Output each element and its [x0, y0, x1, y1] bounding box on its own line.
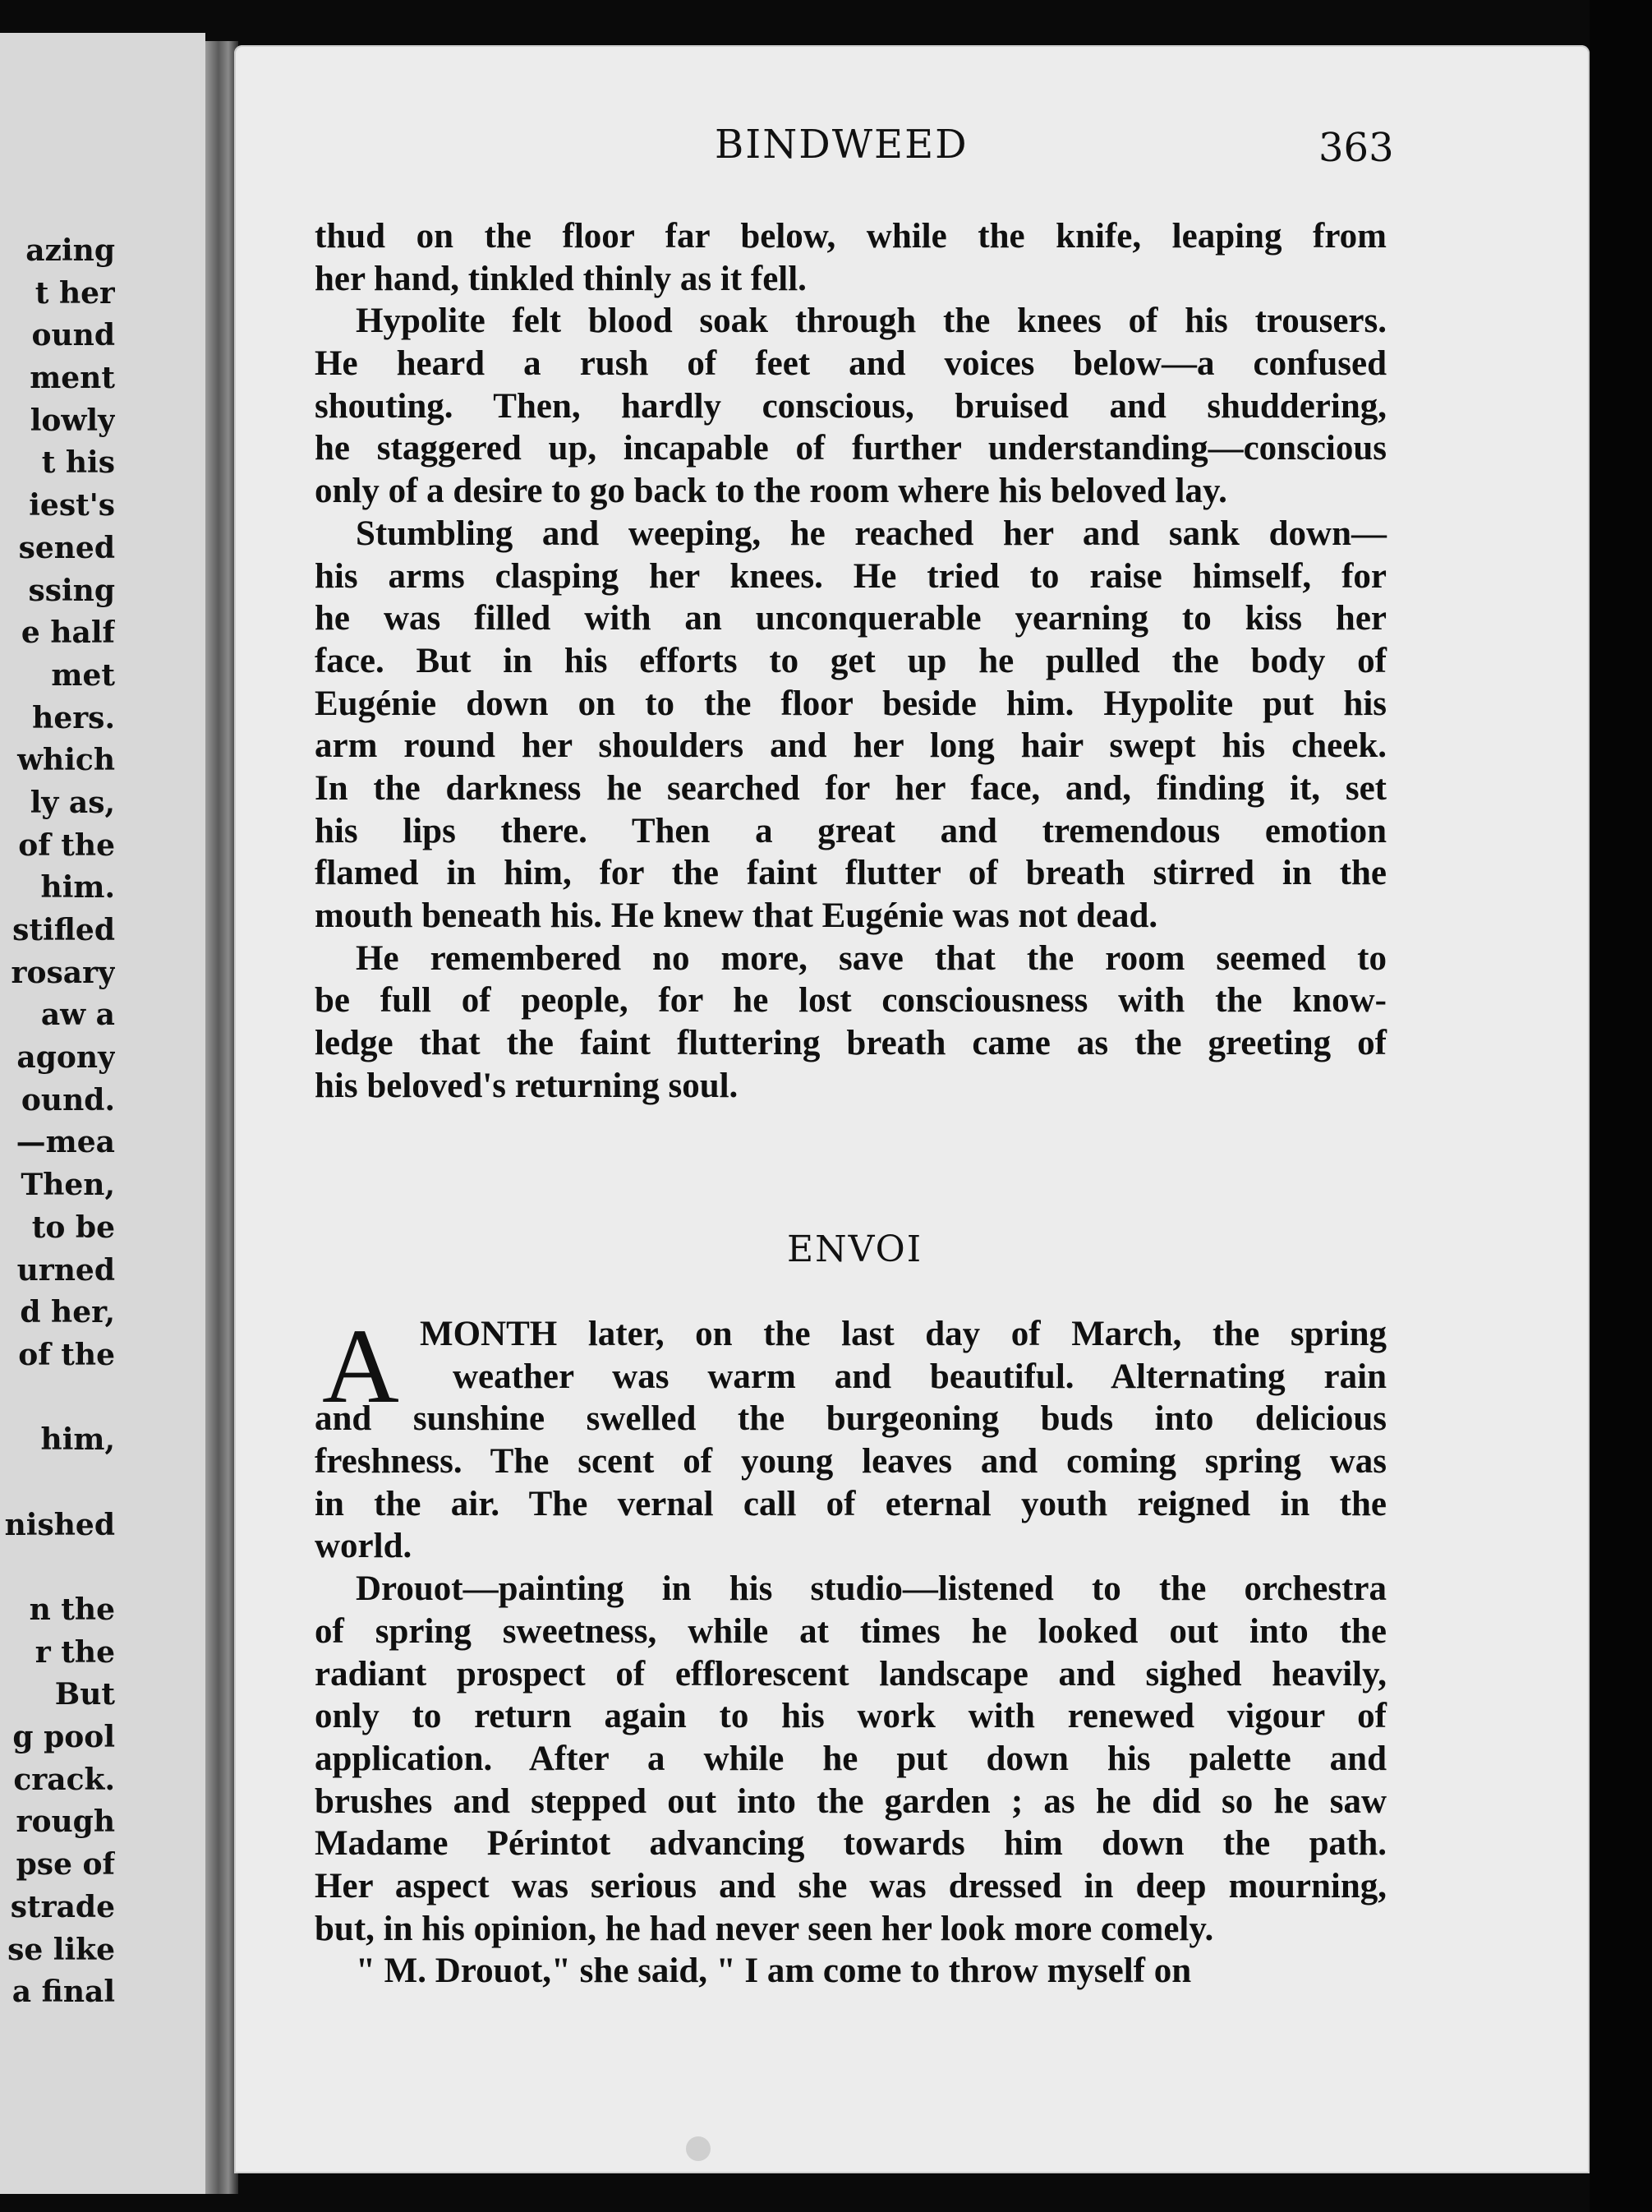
- left-fragment-line: which: [17, 743, 115, 778]
- left-fragment-line: of the: [18, 827, 115, 863]
- left-fragment-line: ment: [30, 361, 115, 396]
- left-fragment-line: se like: [7, 1932, 115, 1967]
- left-fragment-line: strade: [10, 1889, 115, 1924]
- left-fragment-line: sened: [18, 530, 115, 565]
- left-fragment-line: lowly: [30, 403, 115, 438]
- left-fragment-line: [0, 1377, 115, 1420]
- text-line: Stumbling and weeping, he reached her and sank down—: [356, 514, 1387, 553]
- text-line: radiant prospect of efflorescent landscape and sighed heavily,: [315, 1654, 1387, 1694]
- left-fragment-line: d her,: [20, 1295, 115, 1330]
- text-line: In the darkness he searched for her face, and, finding it, set: [315, 768, 1387, 808]
- left-fragment-line: r the: [35, 1634, 115, 1670]
- page-number: 363: [1318, 125, 1394, 171]
- left-page-text-fragments: [0, 230, 115, 2014]
- left-fragment-line: nished: [4, 1507, 115, 1542]
- text-line: he staggered up, incapable of further understanding—conscious: [315, 429, 1387, 468]
- left-fragment-line: Then,: [21, 1168, 115, 1203]
- left-fragment-line: [0, 1462, 115, 1505]
- left-fragment-line: But: [54, 1677, 115, 1712]
- left-fragment-line: g pool: [12, 1720, 115, 1755]
- text-line: her hand, tinkled thinly as it fell.: [315, 259, 807, 298]
- left-fragment-line: pse of: [16, 1847, 115, 1883]
- text-line: his arms clasping her knees. He tried to raise himself, for: [315, 556, 1387, 596]
- left-fragment-line: hers.: [32, 700, 115, 735]
- left-fragment-line: him.: [40, 870, 115, 906]
- left-fragment-line: stifled: [12, 913, 115, 947]
- running-header-title: BINDWEED: [715, 122, 969, 168]
- left-fragment-line: iest's: [29, 488, 115, 523]
- left-fragment-line: t her: [35, 275, 115, 311]
- text-line: but, in his opinion, he had never seen her look more comely.: [315, 1909, 1214, 1948]
- text-line: brushes and stepped out into the garden ; as he did so he saw: [315, 1781, 1387, 1821]
- left-fragment-line: to be: [31, 1210, 115, 1245]
- text-line: weather was warm and beautiful. Alternating rain: [453, 1357, 1387, 1396]
- left-page-edge: [0, 33, 205, 2194]
- text-line: mouth beneath his. He knew that Eugénie was not dead.: [315, 896, 1158, 935]
- text-line: Eugénie down on to the floor beside him. Hypolite put his: [315, 684, 1387, 723]
- chapter-ending-text: [315, 215, 1387, 1107]
- left-fragment-line: ssing: [28, 573, 115, 608]
- left-fragment-line: rosary: [11, 955, 115, 990]
- drop-capital: A: [322, 1307, 399, 1426]
- left-fragment-line: ound.: [21, 1082, 115, 1118]
- left-fragment-line: agony: [16, 1040, 115, 1076]
- text-line: flamed in him, for the faint flutter of breath stirred in the: [315, 854, 1387, 893]
- left-fragment-line: [0, 1546, 115, 1589]
- left-fragment-line: met: [51, 657, 115, 693]
- left-fragment-line: —mea: [16, 1125, 115, 1160]
- text-line: he was filled with an unconquerable yearning to kiss her: [315, 599, 1387, 638]
- text-line: shouting. Then, hardly conscious, bruised and shuddering,: [315, 386, 1387, 426]
- left-fragment-line: e half: [21, 615, 115, 651]
- text-line: be full of people, for he lost consciousness with the know-: [315, 981, 1387, 1021]
- text-line: and sunshine swelled the burgeoning buds into delicious: [315, 1399, 1387, 1439]
- text-line: freshness. The scent of young leaves and coming spring was: [315, 1442, 1387, 1482]
- text-line: of spring sweetness, while at times he looked out into the: [315, 1611, 1387, 1651]
- left-fragment-line: a final: [12, 1975, 115, 2010]
- text-line: Hypolite felt blood soak through the knees of his trousers.: [356, 302, 1387, 341]
- text-line: his lips there. Then a great and tremendous emotion: [315, 811, 1387, 850]
- text-line: face. But in his efforts to get up he pulled the body of: [315, 641, 1387, 680]
- left-fragment-line: ly as,: [30, 785, 115, 820]
- text-line: Drouot—painting in his studio—listened to the orchestra: [356, 1569, 1387, 1609]
- text-line: application. After a while he put down his palette and: [315, 1739, 1387, 1778]
- envoi-text: [315, 1307, 1387, 1993]
- text-line: He heard a rush of feet and voices below—a confused: [315, 344, 1387, 384]
- text-line: only of a desire to go back to the room where his beloved lay.: [315, 472, 1227, 511]
- text-line: He remembered no more, save that the room seemed to: [356, 938, 1387, 978]
- text-line: Her aspect was serious and she was dressed in deep mourning,: [315, 1866, 1387, 1906]
- left-fragment-line: ound: [31, 318, 115, 353]
- text-line: thud on the floor far below, while the knife, leaping from: [315, 217, 1387, 256]
- section-title: ENVOI: [787, 1228, 923, 1270]
- scan-border: [1590, 0, 1652, 2212]
- page-footer-ornament: [686, 2136, 711, 2161]
- text-line: " M. Drouot," she said, " I am come to throw myself on: [356, 1952, 1192, 1991]
- left-fragment-line: aw a: [40, 998, 115, 1033]
- text-line: Madame Périntot advancing towards him down the path.: [315, 1824, 1387, 1864]
- text-line: his beloved's returning soul.: [315, 1066, 739, 1105]
- left-fragment-line: of the: [18, 1337, 115, 1372]
- left-fragment-line: urned: [16, 1252, 115, 1288]
- text-line: in the air. The vernal call of eternal youth reigned in the: [315, 1484, 1387, 1523]
- text-line: only to return again to his work with renewed vigour of: [315, 1697, 1387, 1736]
- text-line: arm round her shoulders and her long hair swept his cheek.: [315, 726, 1387, 766]
- left-fragment-line: t his: [41, 445, 115, 481]
- text-line: ledge that the faint fluttering breath came as the greeting of: [315, 1024, 1387, 1063]
- left-fragment-line: n the: [29, 1592, 115, 1627]
- text-line: world.: [315, 1527, 412, 1566]
- book-gutter: [205, 41, 238, 2194]
- left-fragment-line: rough: [16, 1804, 115, 1840]
- left-fragment-line: him,: [40, 1422, 115, 1458]
- text-line: MONTH later, on the last day of March, the spring: [420, 1315, 1387, 1353]
- left-fragment-line: azing: [25, 233, 115, 268]
- left-fragment-line: crack.: [13, 1762, 115, 1797]
